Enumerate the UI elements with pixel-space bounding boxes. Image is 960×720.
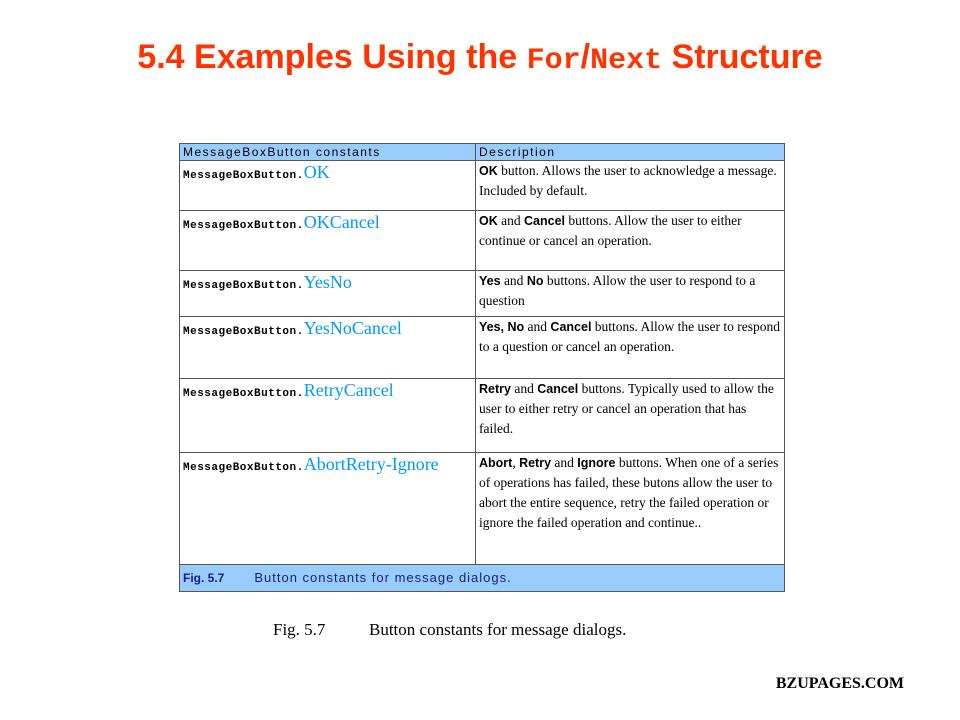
description-cell [476, 271, 785, 317]
constant-cell [180, 453, 476, 565]
table-row [180, 453, 785, 565]
constant-prefix: MessageBoxButton. [183, 280, 304, 292]
constant-cell [180, 211, 476, 271]
description-text: buttons. When one of a series of operations has failed, these butons allow the user to abort the entire sequence, retry the failed operation or ignore the failed operation and continue.. [479, 455, 779, 530]
figure-caption [273, 620, 626, 640]
description-text: buttons. Allow the user to respond to a question [479, 273, 756, 308]
constant-prefix: MessageBoxButton. [183, 388, 304, 400]
title-suffix: Structure [662, 38, 823, 76]
description-cell [476, 161, 785, 211]
description-text: and [524, 319, 551, 334]
header-description: Description [476, 144, 785, 161]
description-keyword: OK [479, 214, 498, 228]
description-keyword: Ignore [577, 456, 616, 470]
table-header-row [180, 144, 785, 161]
constant-name: RetryCancel [303, 380, 394, 400]
title-code-next: Next [590, 44, 663, 78]
footer-fig-text: Button constants for message dialogs. [254, 570, 512, 585]
description-keyword: Retry [479, 382, 511, 396]
description-keyword: No [526, 274, 544, 288]
description-cell [476, 379, 785, 453]
slide-title [0, 38, 960, 78]
title-slash: / [580, 38, 591, 76]
description-text: and [551, 455, 578, 470]
header-constants: MessageBoxButton constants [180, 144, 476, 161]
watermark: BZUPAGES.COM [775, 675, 904, 692]
table-row [180, 271, 785, 317]
constant-prefix: MessageBoxButton. [183, 170, 304, 182]
table-row [180, 317, 785, 379]
button-constants-table [179, 143, 785, 592]
constant-prefix: MessageBoxButton. [183, 326, 304, 338]
description-text: button. Allows the user to acknowledge a message. Included by default. [479, 163, 777, 198]
footer-fig-number: Fig. 5.7 [183, 571, 225, 585]
description-text: and [500, 273, 527, 288]
description-keyword: Yes [479, 274, 501, 288]
constant-name: YesNo [303, 272, 352, 292]
description-keyword: Cancel [537, 382, 579, 396]
table-row [180, 161, 785, 211]
description-keyword: Cancel [524, 214, 565, 228]
constant-cell [180, 317, 476, 379]
description-text: buttons. Typically used to allow the user to either retry or cancel an operation that has failed. [479, 381, 774, 436]
description-text: and [497, 213, 524, 228]
description-text: , [512, 455, 520, 470]
description-text: buttons. Allow the user to either continue or cancel an operation. [479, 213, 742, 248]
constant-name: YesNoCancel [303, 318, 402, 338]
constant-prefix: MessageBoxButton. [183, 220, 304, 232]
description-keyword: Yes, No [479, 320, 525, 334]
table-footer [180, 565, 785, 592]
table-row [180, 379, 785, 453]
constant-prefix: MessageBoxButton. [183, 462, 304, 474]
title-prefix: 5.4 Examples Using the [137, 38, 527, 76]
constant-cell [180, 161, 476, 211]
description-text: and [510, 381, 538, 396]
description-cell [476, 453, 785, 565]
constant-name: OK [303, 162, 330, 182]
description-keyword: Cancel [550, 320, 592, 334]
caption-text: Button constants for message dialogs. [369, 620, 627, 639]
description-keyword: Abort [479, 456, 513, 470]
table-footer-row [180, 565, 785, 592]
constant-name: AbortRetry-Ignore [303, 454, 439, 474]
description-keyword: Retry [519, 456, 552, 470]
description-cell [476, 211, 785, 271]
description-cell [476, 317, 785, 379]
title-code-for: For [526, 44, 581, 78]
description-text: buttons. Allow the user to respond to a question or cancel an operation. [479, 319, 781, 354]
constant-name: OKCancel [303, 212, 380, 232]
constant-cell [180, 271, 476, 317]
description-keyword: OK [479, 164, 498, 178]
caption-label: Fig. 5.7 [273, 620, 326, 639]
table-row [180, 211, 785, 271]
constant-cell [180, 379, 476, 453]
